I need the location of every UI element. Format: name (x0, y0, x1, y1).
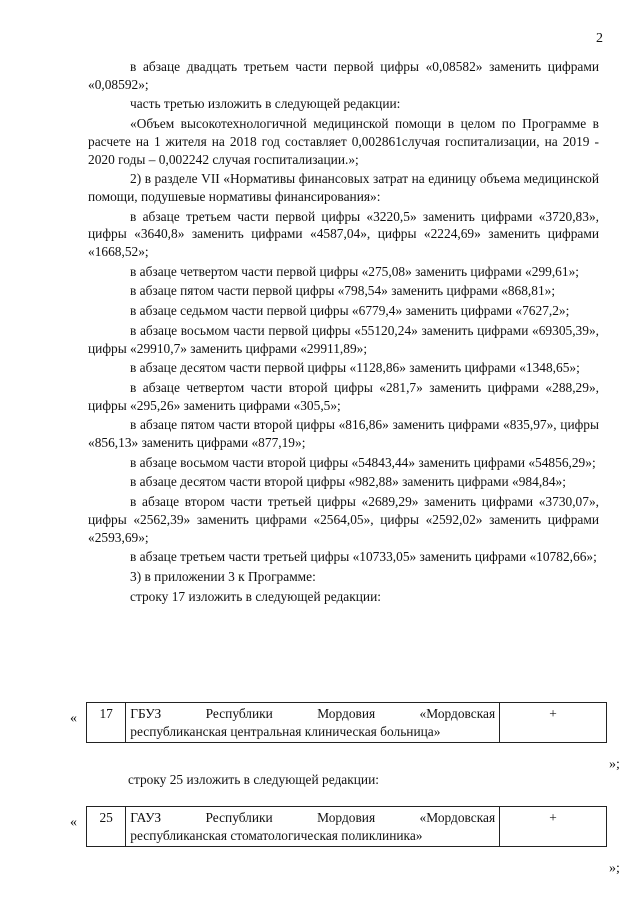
paragraph: в абзаце седьмом части первой цифры «6779,4» заменить цифрами «7627,2»; (130, 303, 570, 319)
participation-mark: + (500, 703, 607, 743)
paragraph: в абзаце десятом части второй цифры «982,88» заменить цифрами «984,84»; (130, 474, 566, 490)
table-row (87, 807, 607, 847)
name-word: «Мордовская (419, 810, 496, 825)
row-number: 25 (87, 807, 126, 847)
institution-name (126, 703, 500, 743)
paragraph: в абзаце четвертом части первой цифры «275,08» заменить цифрами «299,61»; (130, 263, 579, 279)
paragraph: в абзаце восьмом части второй цифры «54843,44» заменить цифрами «54856,29»; (130, 454, 596, 470)
paragraph: в абзаце пятом части первой цифры «798,54» заменить цифрами «868,81»; (130, 283, 556, 299)
institution-table (86, 702, 607, 743)
opening-quote: « (70, 711, 77, 726)
institution-name (126, 807, 500, 847)
table-row (87, 703, 607, 743)
paragraph: в абзаце двадцать третьем части первой цифры «0,08582» заменить цифрами «0,08592»; (88, 59, 599, 92)
name-word: Республики (205, 810, 273, 825)
institution-table (86, 806, 607, 847)
row-instruction: строку 25 изложить в следующей редакции: (128, 772, 379, 787)
paragraph: в абзаце третьем части третьей цифры «10733,05» заменить цифрами «10782,66»; (130, 549, 597, 565)
paragraph: в абзаце четвертом части второй цифры «281,7» заменить цифрами «288,29», цифры «295,26» заменить цифрами «305,5»; (88, 379, 599, 413)
name-word: ГБУЗ (130, 706, 162, 721)
institution-name-line1 (130, 809, 495, 827)
name-word: Мордовия (317, 706, 376, 721)
closing-quote: »; (609, 757, 620, 772)
institution-name-line1 (130, 705, 495, 723)
name-word: Республики (205, 706, 273, 721)
page-number: 2 (596, 31, 603, 46)
participation-mark: + (500, 807, 607, 847)
name-word: «Мордовская (419, 706, 496, 721)
paragraph: в абзаце десятом части первой цифры «1128,86» заменить цифрами «1348,65»; (130, 360, 580, 376)
paragraph: в абзаце восьмом части первой цифры «55120,24» заменить цифрами «69305,39», цифры «29910,7» заменить цифрами «29911,89»; (88, 322, 599, 356)
row-number: 17 (87, 703, 126, 743)
paragraph: строку 17 изложить в следующей редакции: (130, 588, 381, 604)
paragraph: часть третью изложить в следующей редакции: (130, 96, 401, 112)
closing-quote: »; (609, 861, 620, 876)
paragraph: 2) в разделе VII «Нормативы финансовых затрат на единицу объема медицинской помощи, подушевые нормативы финансирования»: (88, 171, 599, 204)
paragraph: в абзаце пятом части второй цифры «816,86» заменить цифрами «835,97», цифры «856,13» заменить цифрами «877,19»; (88, 417, 599, 451)
institution-name-line2: республиканская центральная клиническая больница» (130, 723, 441, 739)
name-word: Мордовия (317, 810, 376, 825)
paragraph: 3) в приложении 3 к Программе: (130, 568, 316, 584)
opening-quote: « (70, 815, 77, 830)
paragraph: в абзаце третьем части первой цифры «3220,5» заменить цифрами «3720,83», цифры «3640,8» заменить цифрами «4587,04», цифры «2224,69» заменить цифрами «1668,52»; (88, 208, 599, 260)
paragraph: в абзаце втором части третьей цифры «2689,29» заменить цифрами «3730,07», цифры «2562,39» заменить цифрами «2564,05», цифры «2592,02» заменить цифрами «2593,69»; (88, 494, 599, 545)
institution-name-line2: республиканская стоматологическая поликлиника» (130, 827, 423, 843)
paragraph: «Объем высокотехнологичной медицинской помощи в целом по Программе в расчете на 1 жителя на 2018 год составляет 0,002861случая госпитализации, на 2019 - 2020 годы – 0,002242 случая госпитализации.»; (88, 116, 599, 167)
name-word: ГАУЗ (130, 810, 162, 825)
document-body (88, 58, 599, 605)
